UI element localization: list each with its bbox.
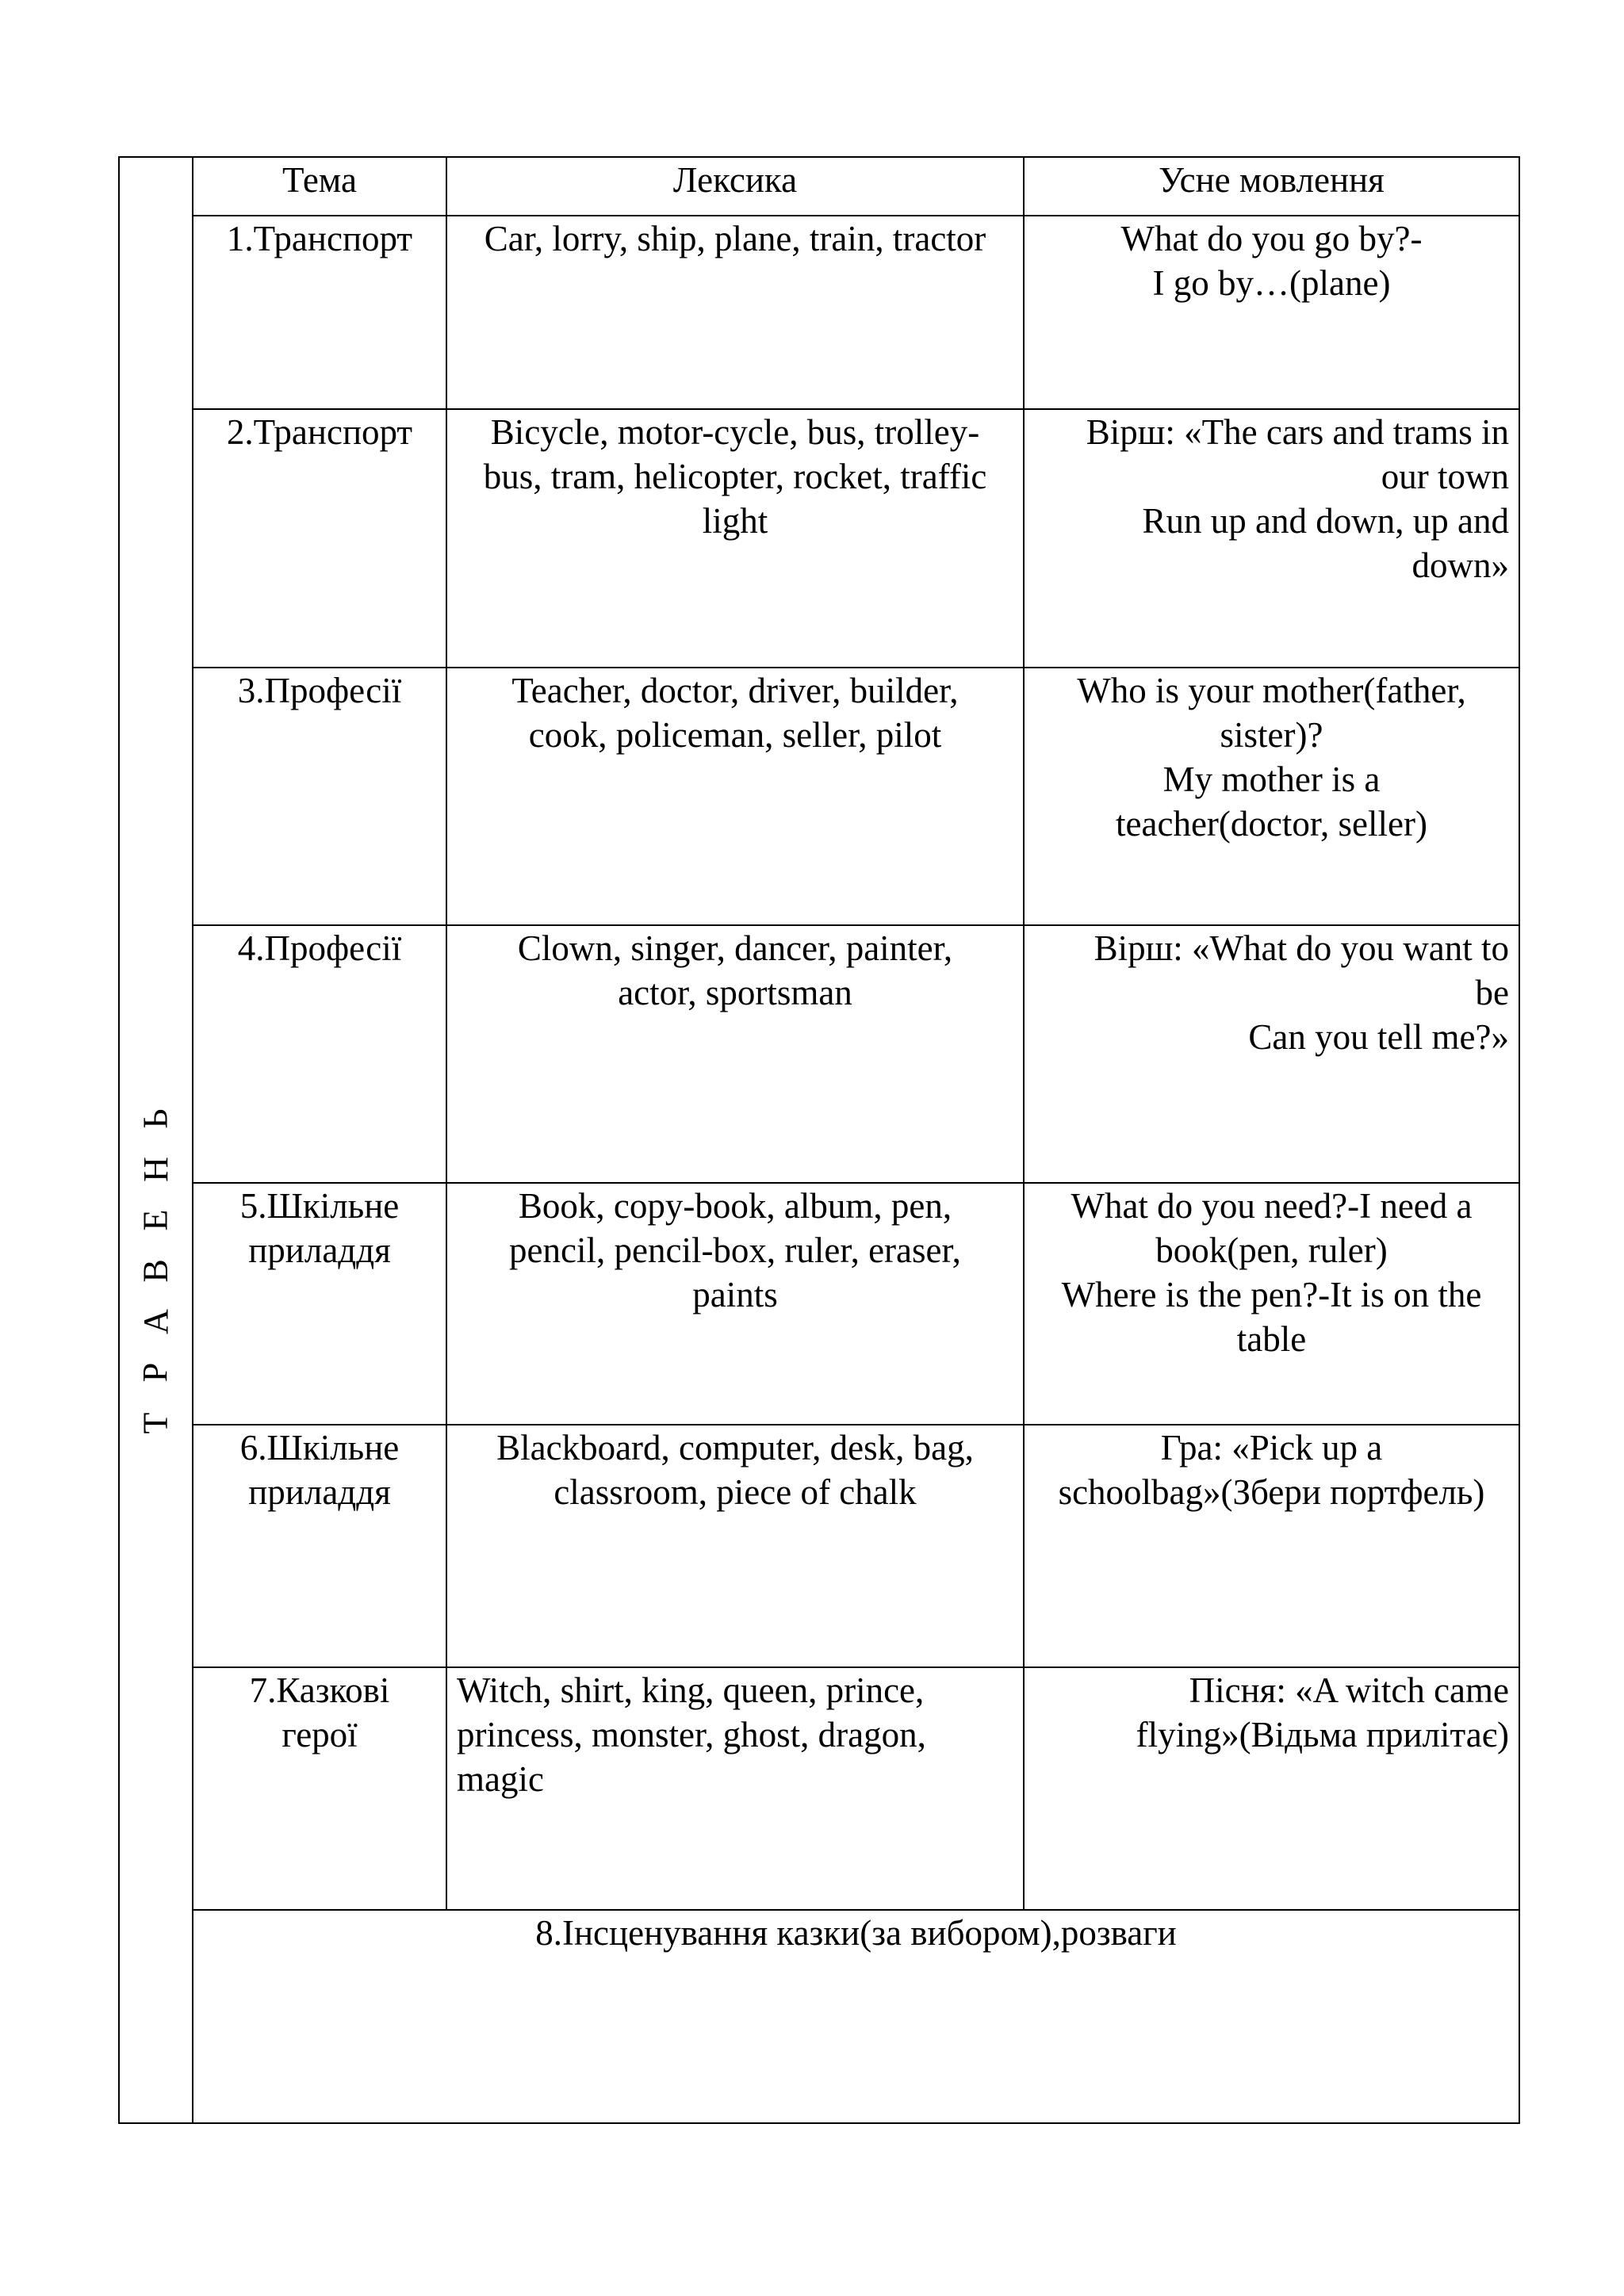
vocabulary-text: light bbox=[702, 501, 768, 541]
speech-text: flying»(Відьма прилітає) bbox=[1136, 1715, 1509, 1755]
topic-cell bbox=[193, 925, 446, 1183]
speech-text: schoolbag»(Збери портфель) bbox=[1058, 1472, 1485, 1512]
vocabulary-text: Teacher, doctor, driver, builder, bbox=[511, 671, 959, 710]
header-vocabulary: Лексика bbox=[446, 157, 1024, 216]
topic-text: 4.Професії bbox=[237, 928, 402, 968]
topic-cell bbox=[193, 1425, 446, 1667]
speech-text: be bbox=[1475, 973, 1509, 1012]
topic-text: приладдя bbox=[248, 1472, 391, 1512]
table-row bbox=[119, 1667, 1519, 1910]
month-letter: Т bbox=[136, 1412, 175, 1434]
speech-text: What do you go by?- bbox=[1120, 219, 1423, 258]
header-topic: Тема bbox=[193, 157, 446, 216]
vocabulary-text: actor, sportsman bbox=[618, 973, 852, 1012]
speech-text: our town bbox=[1381, 457, 1509, 496]
topic-text: 6.Шкільне bbox=[239, 1428, 400, 1468]
vocabulary-text: cook, policeman, seller, pilot bbox=[528, 715, 942, 755]
vocabulary-cell bbox=[446, 925, 1024, 1183]
month-letter: Р bbox=[136, 1362, 175, 1383]
speech-cell bbox=[1024, 1183, 1519, 1425]
speech-text: I go by…(plane) bbox=[1152, 263, 1391, 303]
vocabulary-text: Witch, shirt, king, queen, prince, bbox=[457, 1670, 925, 1710]
speech-text: sister)? bbox=[1220, 715, 1323, 755]
speech-cell bbox=[1024, 1425, 1519, 1667]
topic-text: 7.Казкові bbox=[249, 1670, 390, 1710]
vocabulary-text: Book, copy-book, album, pen, bbox=[518, 1186, 952, 1226]
month-letter: Е bbox=[136, 1209, 175, 1231]
vocabulary-text: Bicycle, motor-cycle, bus, trolley- bbox=[490, 412, 980, 452]
month-letter: Ь bbox=[136, 1108, 175, 1129]
topic-cell bbox=[193, 668, 446, 925]
speech-cell bbox=[1024, 216, 1519, 409]
speech-cell bbox=[1024, 1667, 1519, 1910]
speech-text: What do you need?-I need a bbox=[1071, 1186, 1473, 1226]
speech-cell bbox=[1024, 925, 1519, 1183]
table-row bbox=[119, 1425, 1519, 1667]
topic-text: 1.Транспорт bbox=[226, 219, 413, 258]
vocabulary-text: pencil, pencil-box, ruler, eraser, bbox=[509, 1230, 961, 1270]
topic-text: 3.Професії bbox=[237, 671, 402, 710]
speech-text: Гра: «Pick up a bbox=[1160, 1428, 1383, 1468]
vocabulary-cell bbox=[446, 1425, 1024, 1667]
month-letter: В bbox=[136, 1259, 175, 1283]
speech-text: Run up and down, up and bbox=[1142, 501, 1509, 541]
vocabulary-text: Clown, singer, dancer, painter, bbox=[517, 928, 953, 968]
topic-cell bbox=[193, 1183, 446, 1425]
table-row bbox=[119, 1183, 1519, 1425]
final-activity-text: 8.Інсценування казки(за вибором),розваги bbox=[535, 1913, 1177, 1953]
table-row bbox=[119, 409, 1519, 668]
month-letter: А bbox=[136, 1309, 175, 1334]
vocabulary-text: magic bbox=[457, 1759, 544, 1799]
topic-text: 5.Шкільне bbox=[239, 1186, 400, 1226]
lesson-plan-table bbox=[118, 156, 1520, 2124]
vocabulary-cell bbox=[446, 216, 1024, 409]
speech-text: Вірш: «What do you want to bbox=[1094, 928, 1509, 968]
vocabulary-cell bbox=[446, 409, 1024, 668]
header-speech: Усне мовлення bbox=[1024, 157, 1519, 216]
vocabulary-text: princess, monster, ghost, dragon, bbox=[457, 1715, 926, 1755]
speech-cell bbox=[1024, 668, 1519, 925]
speech-text: table bbox=[1236, 1319, 1307, 1359]
topic-text: 2.Транспорт bbox=[226, 412, 413, 452]
speech-text: Can you tell me?» bbox=[1248, 1017, 1509, 1057]
topic-cell bbox=[193, 216, 446, 409]
month-cell bbox=[119, 157, 193, 2123]
vocabulary-text: bus, tram, helicopter, rocket, traffic bbox=[483, 457, 987, 496]
topic-cell bbox=[193, 409, 446, 668]
speech-text: teacher(doctor, seller) bbox=[1116, 804, 1427, 844]
vocabulary-text: Car, lorry, ship, plane, train, tractor bbox=[484, 219, 986, 258]
final-activity-cell bbox=[193, 1910, 1519, 2123]
speech-text: Where is the pen?-It is on the bbox=[1061, 1275, 1482, 1314]
topic-text: герої bbox=[282, 1715, 358, 1755]
table-row bbox=[119, 216, 1519, 409]
topic-cell bbox=[193, 1667, 446, 1910]
speech-text: book(pen, ruler) bbox=[1155, 1230, 1388, 1270]
vocabulary-cell bbox=[446, 1183, 1024, 1425]
vocabulary-text: classroom, piece of chalk bbox=[553, 1472, 917, 1512]
table-row bbox=[119, 668, 1519, 925]
speech-cell bbox=[1024, 409, 1519, 668]
speech-text: My mother is a bbox=[1162, 760, 1381, 799]
vocabulary-cell bbox=[446, 668, 1024, 925]
header-row bbox=[119, 157, 1519, 216]
speech-text: Who is your mother(father, bbox=[1077, 671, 1466, 710]
speech-text: down» bbox=[1411, 545, 1509, 585]
vocabulary-text: Blackboard, computer, desk, bag, bbox=[496, 1428, 974, 1468]
month-vertical-label bbox=[120, 1099, 192, 1443]
topic-text: приладдя bbox=[248, 1230, 391, 1270]
speech-text: Пісня: «A witch came bbox=[1189, 1670, 1509, 1710]
month-letter: Н bbox=[136, 1157, 175, 1182]
vocabulary-text: paints bbox=[692, 1275, 778, 1314]
final-row bbox=[119, 1910, 1519, 2123]
vocabulary-cell bbox=[446, 1667, 1024, 1910]
speech-text: Вірш: «The cars and trams in bbox=[1086, 412, 1509, 452]
table-row bbox=[119, 925, 1519, 1183]
